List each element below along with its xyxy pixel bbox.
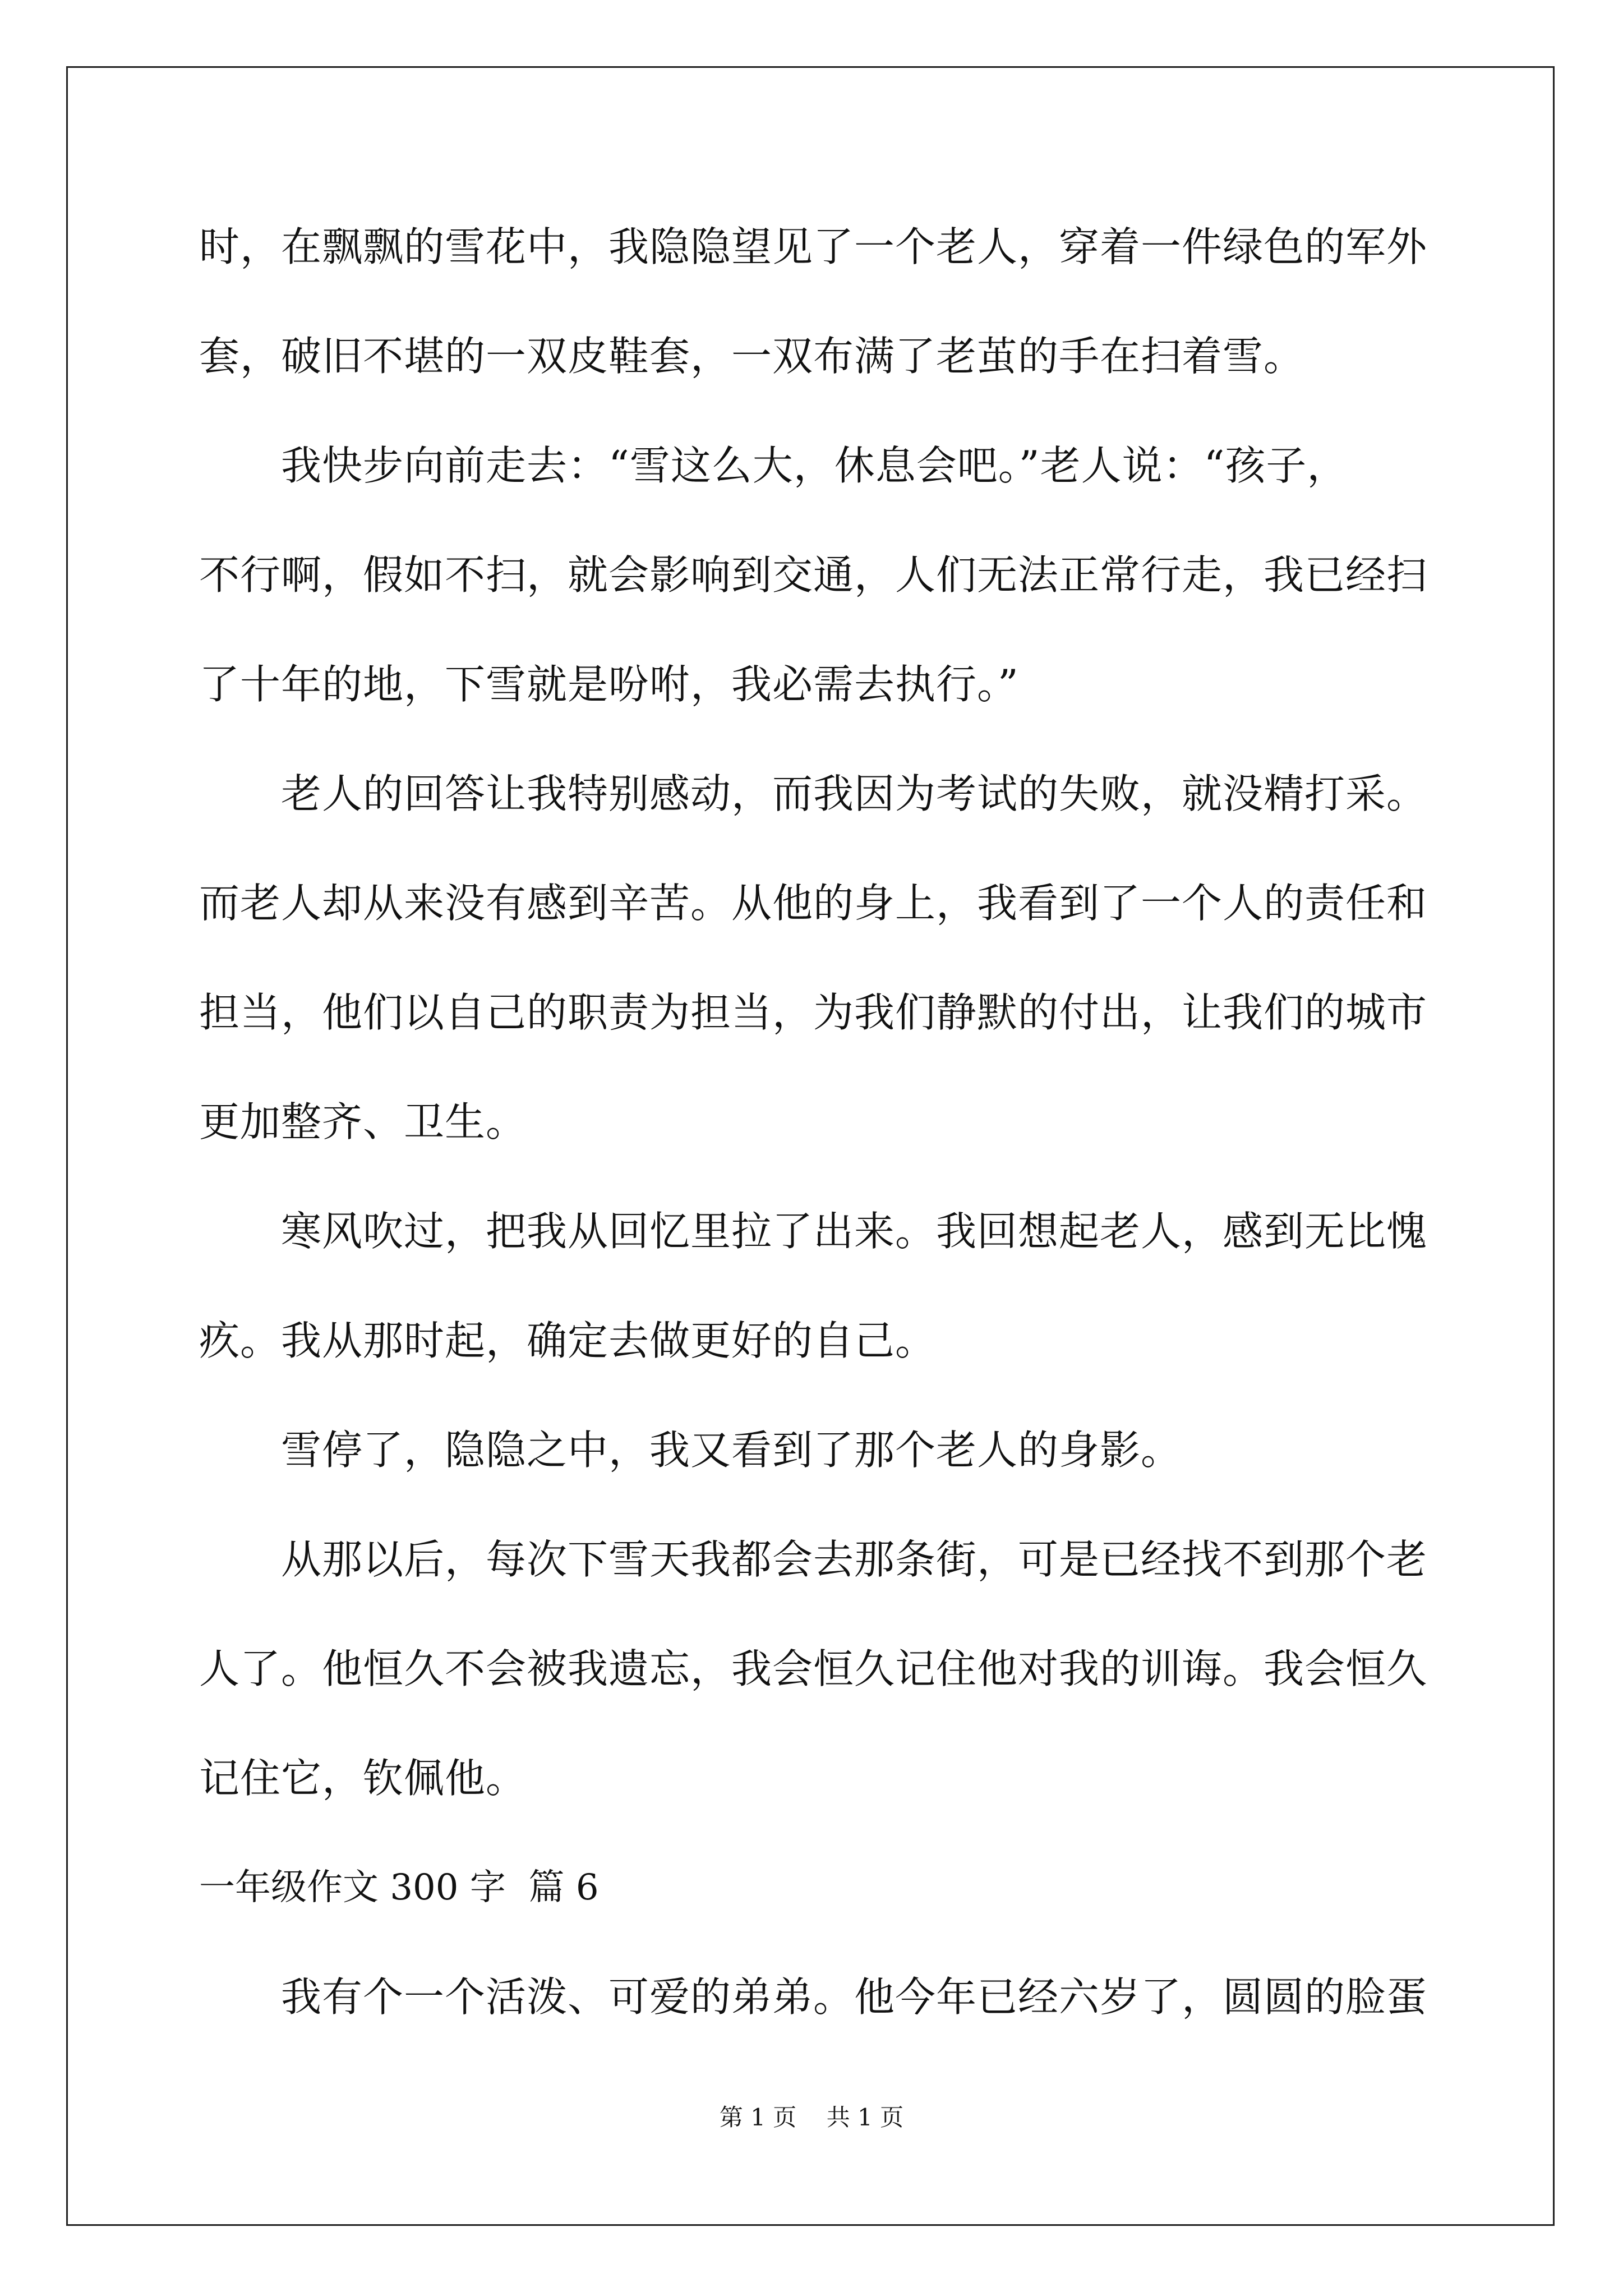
paragraph-start-line: 我有个一个活泼、可爱的弟弟。他今年已经六岁了，圆圆的脸蛋 xyxy=(281,1973,1428,2021)
text-line: 记住它，钦佩他。 xyxy=(199,1755,527,1802)
paragraph-start-line: 我快步向前走去：“雪这么大，休息会吧。”老人说：“孩子， xyxy=(281,442,1348,489)
text-line: 担当，他们以自己的职责为担当，为我们静默的付出，让我们的城市 xyxy=(199,989,1428,1036)
text-line: 而老人却从来没有感到辛苦。从他的身上，我看到了一个人的责任和 xyxy=(199,880,1428,927)
text-line: 人了。他恒久不会被我遗忘，我会恒久记住他对我的训诲。我会恒久 xyxy=(199,1645,1428,1692)
text-line: 更加整齐、卫生。 xyxy=(199,1098,527,1145)
text-line: 套，破旧不堪的一双皮鞋套，一双布满了老茧的手在扫着雪。 xyxy=(199,333,1305,380)
text-line: 时，在飘飘的雪花中，我隐隐望见了一个老人，穿着一件绿色的军外 xyxy=(199,223,1428,270)
document-body xyxy=(199,213,1430,2073)
section-heading: 一年级作文 300 字 篇 6 xyxy=(199,1867,599,1908)
paragraph-start-line: 从那以后，每次下雪天我都会去那条街，可是已经找不到那个老 xyxy=(281,1536,1428,1583)
paragraph-start-line: 雪停了，隐隐之中，我又看到了那个老人的身影。 xyxy=(281,1427,1182,1474)
page-number-label: 第 1 页 共 1 页 xyxy=(719,2104,904,2131)
paragraph-start-line: 老人的回答让我特别感动，而我因为考试的失败，就没精打采。 xyxy=(281,770,1428,817)
page-footer xyxy=(0,2101,1623,2134)
paragraph-start-line: 寒风吹过，把我从回忆里拉了出来。我回想起老人，感到无比愧 xyxy=(281,1208,1428,1255)
text-line: 不行啊，假如不扫，就会影响到交通，人们无法正常行走，我已经扫 xyxy=(199,551,1428,599)
text-line: 疚。我从那时起，确定去做更好的自己。 xyxy=(199,1317,937,1364)
text-line: 了十年的地，下雪就是吩咐，我必需去执行。” xyxy=(199,661,1019,708)
